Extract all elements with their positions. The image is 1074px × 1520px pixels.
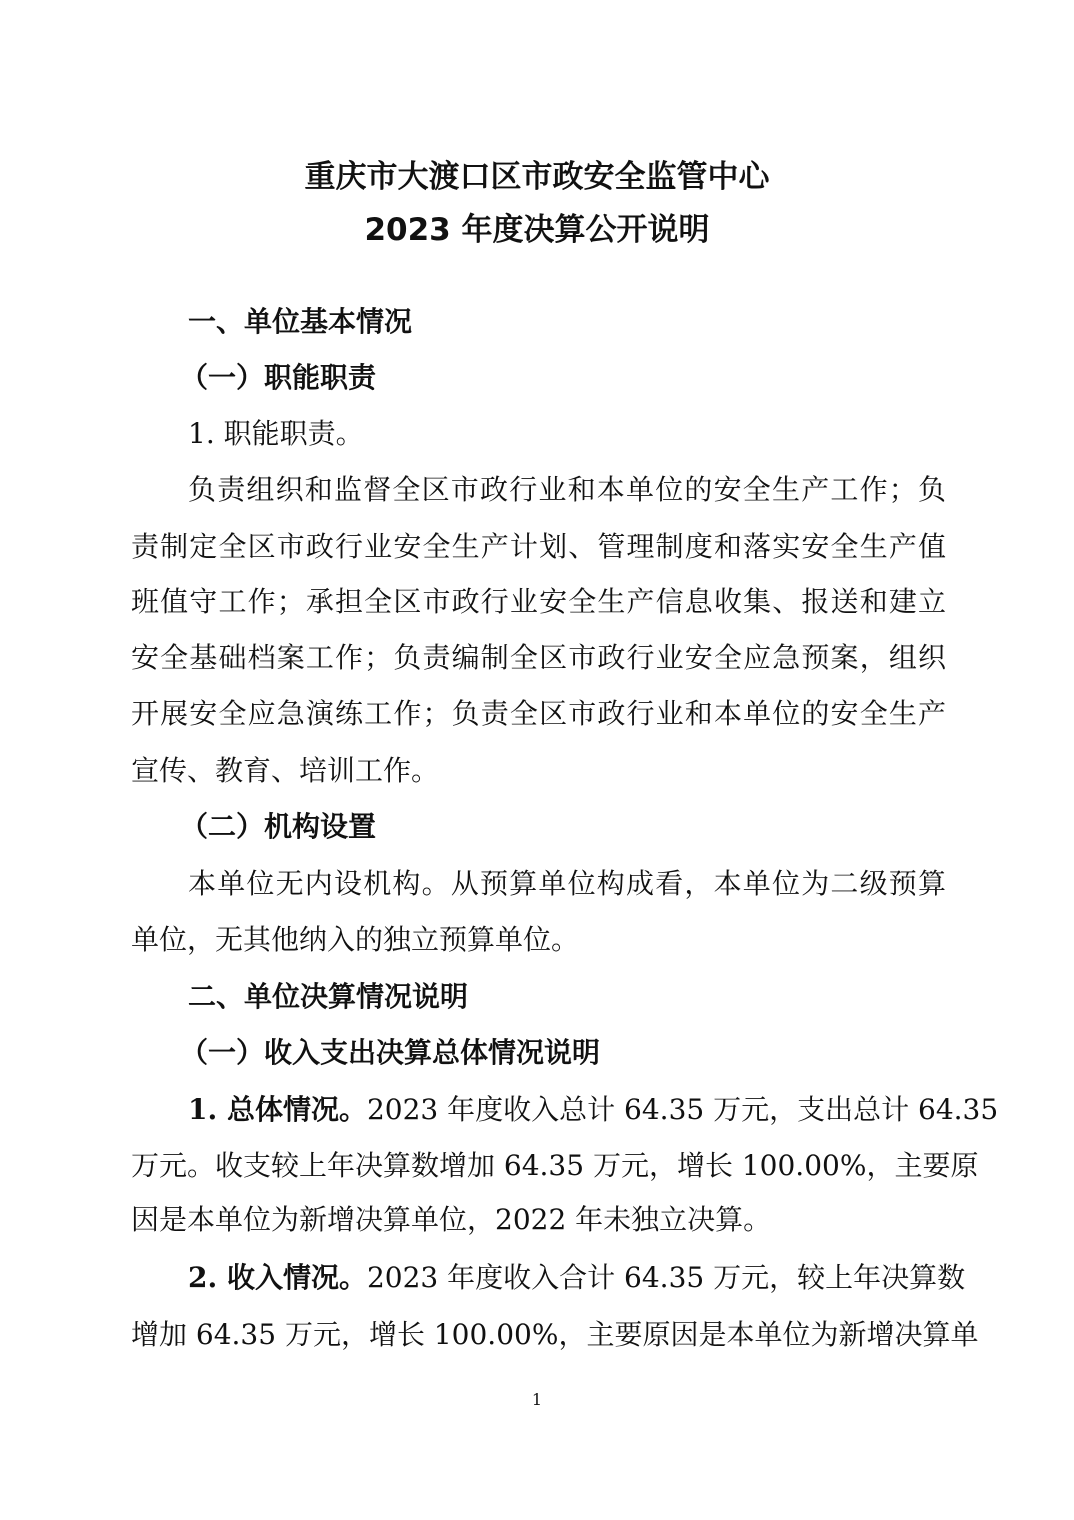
paragraph-line — [188, 1090, 999, 1130]
paragraph-text: 2023 年度收入总计 64.35 万元，支出总计 64.35 — [366, 1093, 999, 1126]
subsection-heading: （二）机构设置 — [180, 810, 377, 843]
subsection-heading: （一）收入支出决算总体情况说明 — [180, 1036, 601, 1069]
paragraph-line — [188, 1258, 966, 1298]
section-heading: 二、单位决算情况说明 — [188, 980, 469, 1013]
paragraph-lead: 2. 收入情况。 — [188, 1261, 367, 1294]
item-heading: 1. 职能职责。 — [188, 417, 364, 450]
paragraph-line: 负责组织和监督全区市政行业和本单位的安全生产工作；负 — [188, 473, 946, 506]
paragraph-line: 因是本单位为新增决算单位，2022 年未独立决算。 — [131, 1203, 772, 1236]
paragraph-text: 2023 年度收入合计 64.35 万元，较上年决算数 — [366, 1261, 966, 1294]
paragraph-line: 万元。收支较上年决算数增加 64.35 万元，增长 100.00%，主要原 — [131, 1149, 979, 1182]
document-title-line1: 重庆市大渡口区市政安全监管中心 — [304, 159, 770, 195]
paragraph-line: 开展安全应急演练工作；负责全区市政行业和本单位的安全生产 — [131, 697, 946, 730]
paragraph-lead: 1. 总体情况。 — [188, 1093, 367, 1126]
paragraph-line: 本单位无内设机构。从预算单位构成看，本单位为二级预算 — [188, 867, 946, 900]
paragraph-line: 增加 64.35 万元，增长 100.00%，主要原因是本单位为新增决算单 — [131, 1318, 979, 1351]
page-number: 1 — [531, 1390, 543, 1409]
paragraph-line: 责制定全区市政行业安全生产计划、管理制度和落实安全生产值 — [131, 530, 946, 563]
paragraph-line: 班值守工作；承担全区市政行业安全生产信息收集、报送和建立 — [131, 585, 946, 618]
section-heading: 一、单位基本情况 — [188, 305, 413, 338]
document-title-line2: 2023 年度决算公开说明 — [364, 212, 710, 248]
paragraph-line: 单位，无其他纳入的独立预算单位。 — [131, 923, 580, 956]
paragraph-line: 宣传、教育、培训工作。 — [131, 754, 440, 787]
subsection-heading: （一）职能职责 — [180, 361, 377, 394]
paragraph-line: 安全基础档案工作；负责编制全区市政行业安全应急预案，组织 — [131, 641, 946, 674]
